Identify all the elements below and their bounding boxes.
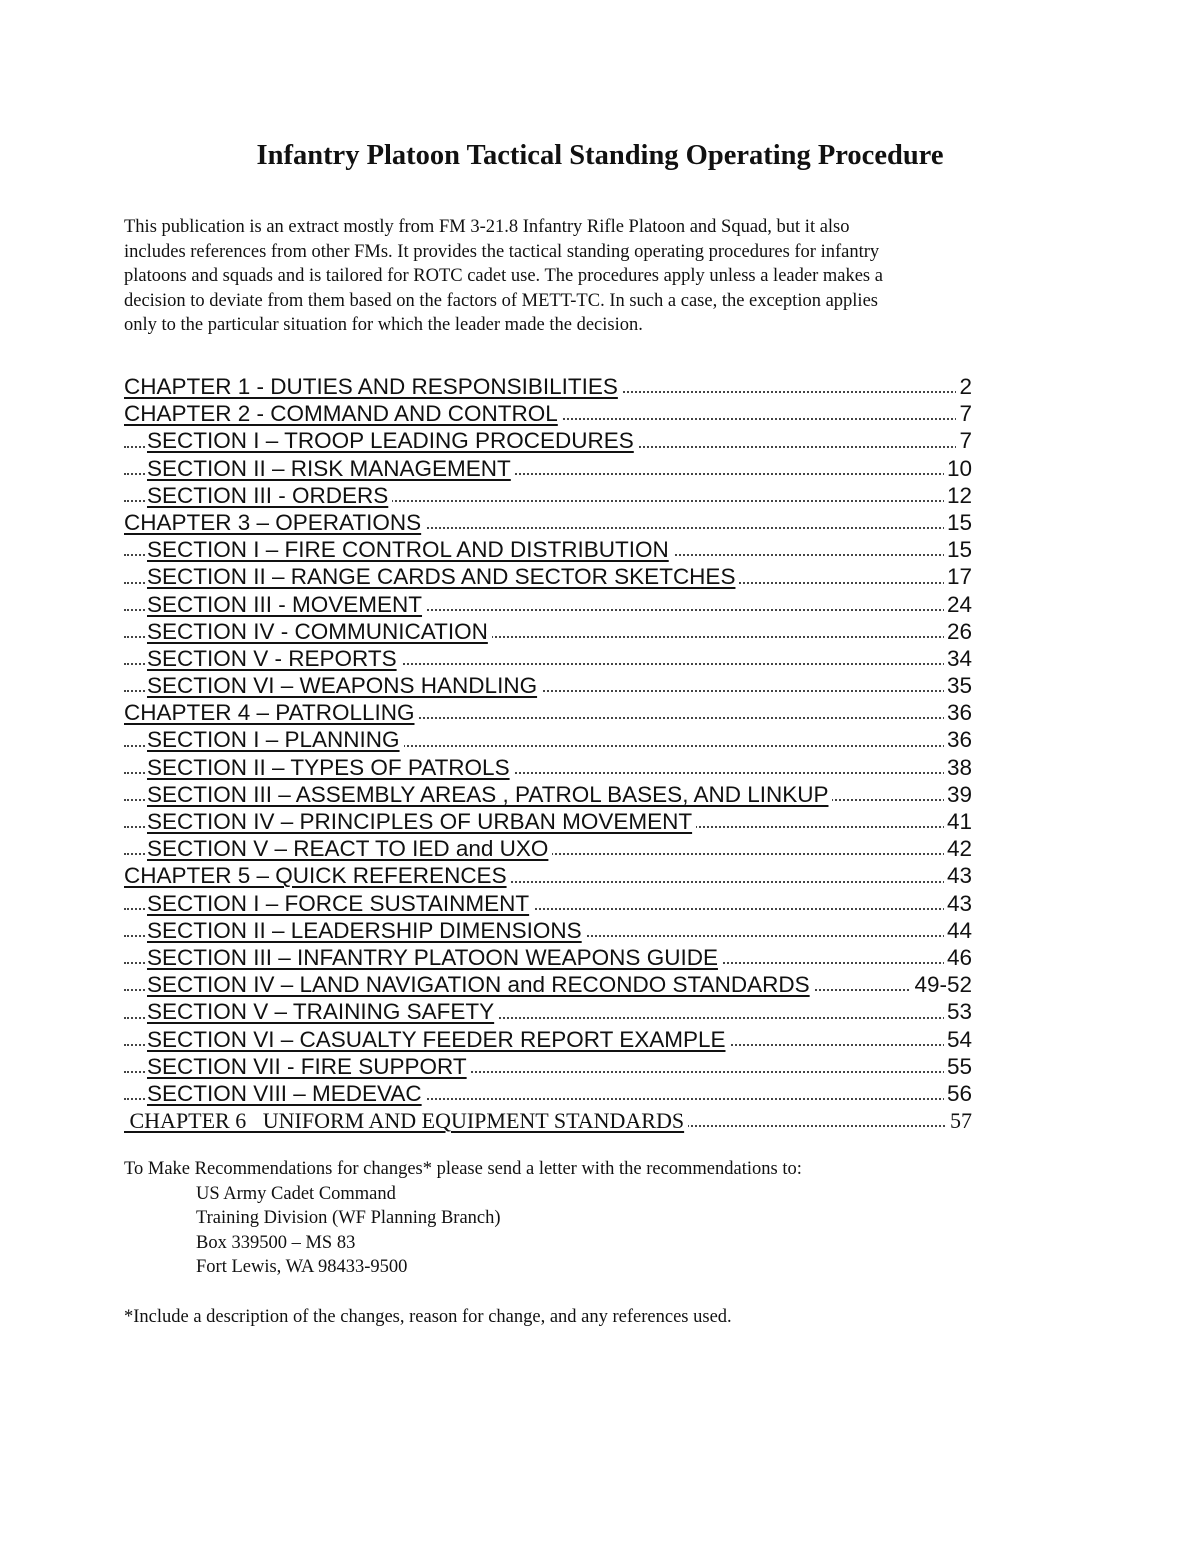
toc-section-entry[interactable] (124, 781, 972, 808)
address-line: Fort Lewis, WA 98433-9500 (196, 1257, 408, 1278)
toc-section-entry[interactable] (124, 672, 972, 699)
toc-entry-label: CHAPTER 6 UNIFORM AND EQUIPMENT STANDARDS (124, 1108, 688, 1133)
toc-page-number: 57 (947, 1107, 972, 1134)
recommendations-block (124, 1157, 1024, 1280)
toc-entry-label: SECTION VIII – MEDEVAC (147, 1081, 426, 1106)
toc-section-entry[interactable] (124, 754, 972, 781)
toc-section-entry[interactable] (124, 591, 972, 618)
toc-entry-label: SECTION V – REACT TO IED and UXO (147, 836, 552, 861)
toc-section-entry[interactable] (124, 998, 972, 1025)
toc-chapter-entry[interactable] (124, 1107, 972, 1134)
toc-section-entry[interactable] (124, 1080, 972, 1107)
toc-section-entry[interactable] (124, 726, 972, 753)
toc-section-entry[interactable] (124, 835, 972, 862)
toc-chapter-entry[interactable] (124, 699, 972, 726)
address-line: Training Division (WF Planning Branch) (196, 1208, 501, 1229)
toc-section-entry[interactable] (124, 427, 972, 454)
document-title: Infantry Platoon Tactical Standing Operating Procedure (256, 140, 944, 171)
toc-section-entry[interactable] (124, 563, 972, 590)
toc-entry-label: SECTION II – TYPES OF PATROLS (147, 755, 514, 780)
toc-entry-label: CHAPTER 4 – PATROLLING (124, 700, 419, 725)
toc-chapter-entry[interactable] (124, 373, 972, 400)
toc-page-number: 36 (944, 699, 972, 726)
toc-page-number: 46 (944, 944, 972, 971)
address-line: Box 339500 – MS 83 (196, 1232, 356, 1253)
toc-section-entry[interactable] (124, 455, 972, 482)
footnote: *Include a description of the changes, reason for change, and any references used. (124, 1307, 732, 1327)
toc-page-number: 43 (944, 862, 972, 889)
toc-section-entry[interactable] (124, 618, 972, 645)
toc-entry-label: CHAPTER 5 – QUICK REFERENCES (124, 863, 511, 888)
toc-entry-label: SECTION II – LEADERSHIP DIMENSIONS (147, 918, 586, 943)
toc-section-entry[interactable] (124, 645, 972, 672)
toc-entry-label: CHAPTER 2 - COMMAND AND CONTROL (124, 401, 562, 426)
toc-section-entry[interactable] (124, 1026, 972, 1053)
toc-entry-label: SECTION VI – WEAPONS HANDLING (147, 673, 541, 698)
toc-entry-label: SECTION VI – CASUALTY FEEDER REPORT EXAMPLE (147, 1027, 730, 1052)
toc-page-number: 12 (944, 482, 972, 509)
intro-line: decision to deviate from them based on the factors of METT-TC. In such a case, the exception applies (124, 290, 878, 311)
toc-entry-label: SECTION III – ASSEMBLY AREAS , PATROL BASES, AND LINKUP (147, 782, 832, 807)
toc-page-number: 34 (944, 645, 972, 672)
toc-entry-label: SECTION IV - COMMUNICATION (147, 619, 492, 644)
toc-page-number: 7 (956, 400, 972, 427)
toc-entry-label: SECTION II – RANGE CARDS AND SECTOR SKETCHES (147, 564, 739, 589)
recommendations-intro: To Make Recommendations for changes* please send a letter with the recommendations to: (124, 1159, 802, 1179)
toc-page-number: 42 (944, 835, 972, 862)
intro-paragraph (124, 215, 1024, 338)
toc-chapter-entry[interactable] (124, 862, 972, 889)
toc-page-number: 55 (944, 1053, 972, 1080)
intro-line: includes references from other FMs. It provides the tactical standing operating procedures for infantry (124, 241, 880, 262)
toc-page-number: 2 (956, 373, 972, 400)
intro-line: platoons and squads and is tailored for ROTC cadet use. The procedures apply unless a leader makes a (124, 266, 883, 287)
table-of-contents (124, 373, 972, 1134)
toc-page-number: 35 (944, 672, 972, 699)
toc-section-entry[interactable] (124, 482, 972, 509)
toc-entry-label: SECTION V – TRAINING SAFETY (147, 999, 498, 1024)
toc-page-number: 56 (944, 1080, 972, 1107)
toc-entry-label: SECTION III - MOVEMENT (147, 592, 426, 617)
toc-entry-label: SECTION IV – LAND NAVIGATION and RECONDO STANDARDS (147, 972, 814, 997)
toc-page-number: 10 (944, 455, 972, 482)
toc-entry-label: SECTION I – FIRE CONTROL AND DISTRIBUTION (147, 537, 673, 562)
toc-page-number: 54 (944, 1026, 972, 1053)
toc-entry-label: SECTION I – TROOP LEADING PROCEDURES (147, 428, 638, 453)
toc-entry-label: SECTION I – PLANNING (147, 727, 404, 752)
toc-page-number: 15 (944, 536, 972, 563)
address-line: US Army Cadet Command (196, 1183, 396, 1204)
toc-entry-label: CHAPTER 1 - DUTIES AND RESPONSIBILITIES (124, 374, 622, 399)
toc-page-number: 26 (944, 618, 972, 645)
toc-entry-label: SECTION I – FORCE SUSTAINMENT (147, 891, 533, 916)
toc-page-number: 49-52 (911, 971, 972, 998)
toc-page-number: 53 (944, 998, 972, 1025)
toc-entry-label: SECTION III - ORDERS (147, 483, 392, 508)
toc-chapter-entry[interactable] (124, 509, 972, 536)
toc-page-number: 7 (956, 427, 972, 454)
toc-entry-label: SECTION III – INFANTRY PLATOON WEAPONS GUIDE (147, 945, 722, 970)
toc-page-number: 15 (944, 509, 972, 536)
toc-page-number: 38 (944, 754, 972, 781)
toc-page-number: 17 (944, 563, 972, 590)
toc-entry-label: SECTION II – RISK MANAGEMENT (147, 456, 515, 481)
toc-section-entry[interactable] (124, 971, 972, 998)
toc-page-number: 44 (944, 917, 972, 944)
toc-page-number: 39 (944, 781, 972, 808)
toc-entry-label: SECTION V - REPORTS (147, 646, 401, 671)
toc-entry-label: SECTION VII - FIRE SUPPORT (147, 1054, 471, 1079)
intro-line: only to the particular situation for which the leader made the decision. (124, 315, 643, 336)
toc-entry-label: CHAPTER 3 – OPERATIONS (124, 510, 425, 535)
toc-entry-label: SECTION IV – PRINCIPLES OF URBAN MOVEMENT (147, 809, 696, 834)
toc-page-number: 24 (944, 591, 972, 618)
toc-page-number: 41 (944, 808, 972, 835)
toc-section-entry[interactable] (124, 917, 972, 944)
toc-section-entry[interactable] (124, 1053, 972, 1080)
toc-chapter-entry[interactable] (124, 400, 972, 427)
intro-line: This publication is an extract mostly from FM 3-21.8 Infantry Rifle Platoon and Squad, but it also (124, 217, 850, 237)
toc-section-entry[interactable] (124, 890, 972, 917)
toc-page-number: 43 (944, 890, 972, 917)
toc-page-number: 36 (944, 726, 972, 753)
toc-section-entry[interactable] (124, 808, 972, 835)
toc-section-entry[interactable] (124, 536, 972, 563)
toc-section-entry[interactable] (124, 944, 972, 971)
